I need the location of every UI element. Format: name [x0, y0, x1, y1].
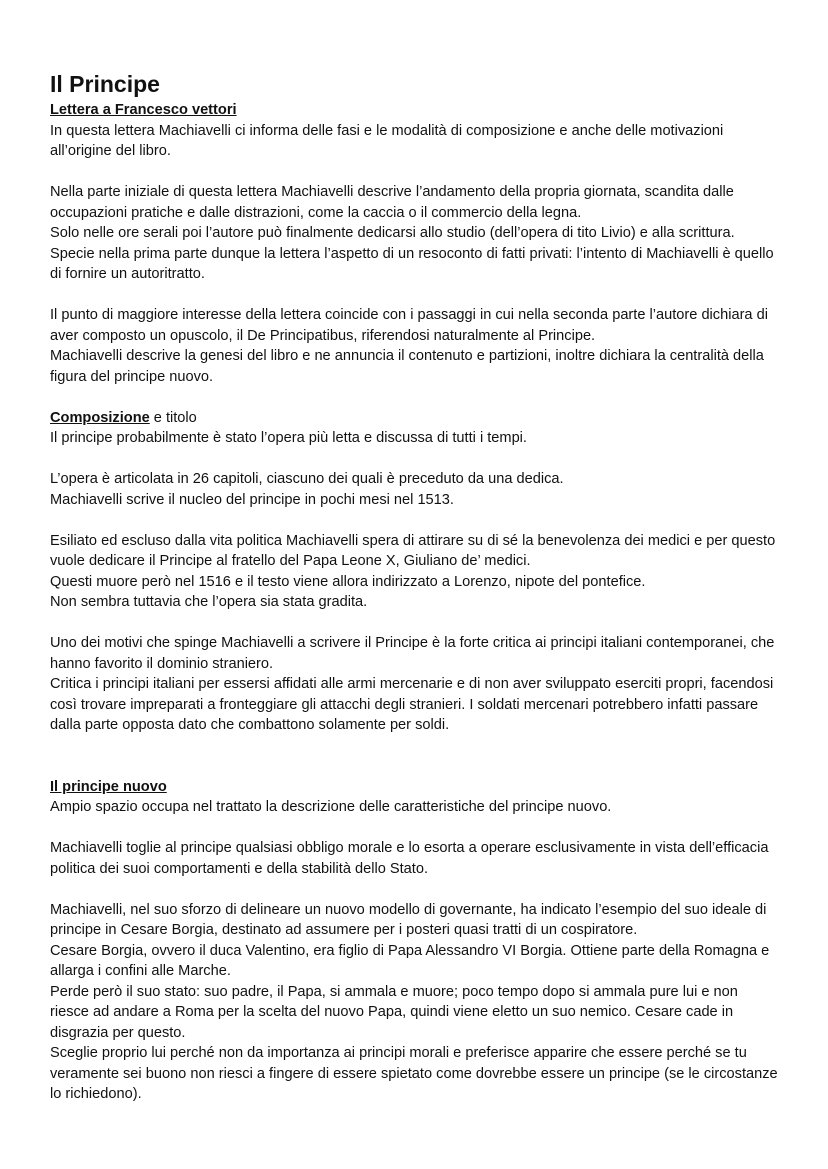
paragraph: Machiavelli, nel suo sforzo di delineare un nuovo modello di governante, ha indicato l’esempio del suo ideale di principe in Cesare Borgia, destinato ad assumere per i posteri quasi tratti di un cospiratore. — [50, 901, 767, 938]
document-page — [50, 70, 780, 1105]
paragraph: Specie nella prima parte dunque la lettera l’aspetto di un resoconto di fatti privati: l’intento di Machiavelli è quello di fornire un autoritratto. — [50, 245, 774, 282]
paragraph: Machiavelli toglie al principe qualsiasi obbligo morale e lo esorta a operare esclusivamente in vista dell’efficacia politica dei suoi comportamenti e della stabilità dello Stato. — [50, 840, 769, 877]
paragraph: Critica i principi italiani per essersi affidati alle armi mercenarie e di non aver sviluppato eserciti propri, facendosi così trovare impreparati a fronteggiare gli attacchi degli stranieri. I soldati mercenari potrebbero infatti passare dalla parte opposta dato che combattono solamente per soldi. — [50, 676, 774, 733]
section-heading-lettera: Lettera a Francesco vettori — [50, 102, 237, 118]
section-heading-composizione: Composizione e titolo — [50, 409, 197, 426]
paragraph: Machiavelli descrive la genesi del libro e ne annuncia il contenuto e partizioni, inoltre dichiara la centralità della figura del principe nuovo. — [50, 348, 764, 385]
document-title: Il Principe — [50, 71, 160, 97]
paragraph: Solo nelle ore serali poi l’autore può finalmente dedicarsi allo studio (dell’opera di tito Livio) e alla scrittura. — [50, 225, 735, 241]
section-heading-principe-nuovo: Il principe nuovo — [50, 778, 167, 795]
paragraph: Uno dei motivi che spinge Machiavelli a scrivere il Principe è la forte critica ai principi italiani contemporanei, che hanno favorito il dominio straniero. — [50, 635, 775, 672]
paragraph: Perde però il suo stato: suo padre, il Papa, si ammala e muore; poco tempo dopo si ammala pure lui e non riesce ad andare a Roma per la scelta del nuovo Papa, quindi viene eletto un suo nemico. Cesare cade in disgrazia per questo. — [50, 983, 738, 1041]
paragraph: Ampio spazio occupa nel trattato la descrizione delle caratteristiche del principe nuovo. — [50, 799, 612, 815]
paragraph: Il principe probabilmente è stato l’opera più letta e discussa di tutti i tempi. — [50, 430, 527, 446]
paragraph: Nella parte iniziale di questa lettera Machiavelli descrive l’andamento della propria giornata, scandita dalle occupazioni pratiche e dalle distrazioni, come la caccia o il commercio della legna. — [50, 184, 734, 221]
paragraph: Cesare Borgia, ovvero il duca Valentino, era figlio di Papa Alessandro VI Borgia. Ottiene parte della Romagna e allarga i confini alle Marche. — [50, 942, 770, 979]
paragraph: Machiavelli scrive il nucleo del principe in pochi mesi nel 1513. — [50, 491, 454, 508]
paragraph: Il punto di maggiore interesse della lettera coincide con i passaggi in cui nella seconda parte l’autore dichiara di aver composto un opuscolo, il De Principatibus, riferendosi naturalmente al Principe. — [50, 307, 768, 344]
paragraph: Sceglie proprio lui perché non da importanza ai principi morali e preferisce apparire che essere perché se tu veramente sei buono non riesci a fingere di essere spietato come dovrebbe essere un principe (se le circostanze lo richiedono). — [50, 1045, 778, 1102]
paragraph: Questi muore però nel 1516 e il testo viene allora indirizzato a Lorenzo, nipote del pontefice. — [50, 573, 646, 590]
paragraph: Non sembra tuttavia che l’opera sia stata gradita. — [50, 594, 368, 610]
paragraph: Esiliato ed escluso dalla vita politica Machiavelli spera di attirare su di sé la benevolenza dei medici e per questo vuole dedicare il Principe al fratello del Papa Leone X, Giuliano de’ medici. — [50, 532, 776, 569]
paragraph: L’opera è articolata in 26 capitoli, ciascuno dei quali è preceduto da una dedica. — [50, 471, 564, 487]
paragraph: In questa lettera Machiavelli ci informa delle fasi e le modalità di composizione e anche delle motivazioni all’origine del libro. — [50, 122, 724, 159]
